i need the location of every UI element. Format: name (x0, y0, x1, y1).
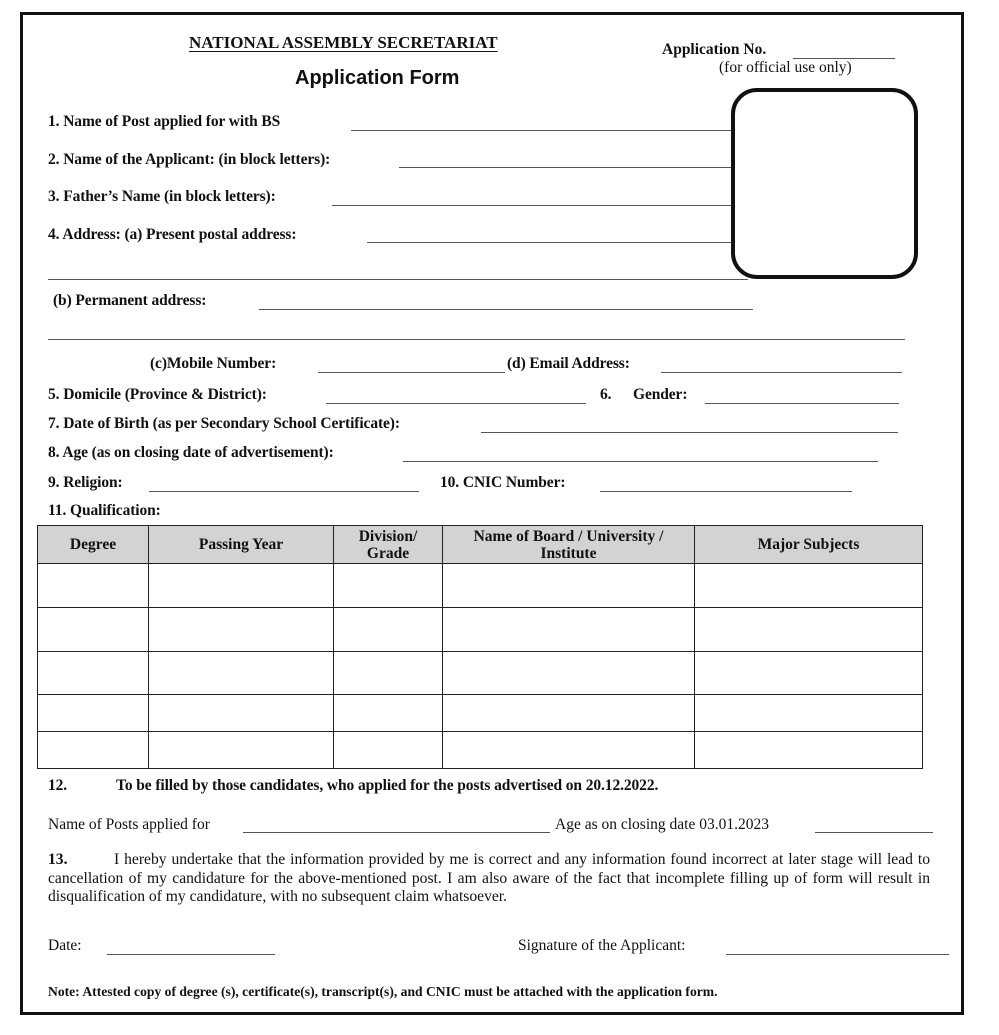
official-use-note: (for official use only) (719, 59, 852, 76)
table-row (38, 732, 923, 769)
gender-field[interactable] (705, 403, 899, 404)
permanent-address-label: (b) Permanent address: (53, 292, 207, 309)
declaration-text: I hereby undertake that the information provided by me is correct and any information found incorrect at later stage will lead to cancellation of my candidature for the above-mentioned post. I am also aware of the fact that incomplete filling up of form will result in disqualification of my candidature, with no subsequent claim whatsoever. (48, 851, 930, 905)
mobile-field[interactable] (318, 372, 505, 373)
header-passing-year: Passing Year (149, 526, 334, 564)
applicant-name-label: 2. Name of the Applicant: (in block letters): (48, 151, 331, 168)
form-title: Application Form (295, 67, 460, 89)
table-cell[interactable] (695, 732, 923, 769)
table-cell[interactable] (334, 732, 443, 769)
religion-field[interactable] (149, 491, 419, 492)
table-header-row (38, 526, 923, 564)
table-cell[interactable] (38, 732, 149, 769)
present-address-field-line2[interactable] (48, 279, 748, 280)
email-label: (d) Email Address: (507, 355, 630, 372)
post-field[interactable] (351, 130, 731, 131)
signature-field[interactable] (726, 954, 949, 955)
table-cell[interactable] (443, 652, 695, 695)
attachment-note: Note: Attested copy of degree (s), certificate(s), transcript(s), and CNIC must be attached with the application form. (48, 984, 718, 999)
domicile-field[interactable] (326, 403, 586, 404)
application-no-label: Application No. (662, 41, 767, 58)
table-cell[interactable] (334, 652, 443, 695)
permanent-address-field-line2[interactable] (48, 339, 905, 340)
date-field[interactable] (107, 954, 275, 955)
table-row (38, 652, 923, 695)
section13-number: 13. (48, 851, 68, 868)
section12-heading: To be filled by those candidates, who applied for the posts advertised on 20.12.2022. (116, 777, 659, 794)
section12-number: 12. (48, 777, 68, 794)
qualification-label: 11. Qualification: (48, 502, 161, 519)
domicile-label: 5. Domicile (Province & District): (48, 386, 267, 403)
applicant-name-field[interactable] (399, 167, 731, 168)
header-degree: Degree (38, 526, 149, 564)
table-cell[interactable] (149, 695, 334, 732)
email-field[interactable] (661, 372, 902, 373)
photo-box (731, 88, 918, 279)
table-cell[interactable] (334, 564, 443, 608)
qualification-table (37, 525, 923, 769)
dob-field[interactable] (481, 432, 898, 433)
declaration (48, 851, 930, 907)
present-address-label: 4. Address: (a) Present postal address: (48, 226, 297, 243)
gender-label: Gender: (633, 386, 688, 403)
table-cell[interactable] (695, 608, 923, 652)
header-board-university: Name of Board / University / Institute (443, 526, 695, 564)
table-cell[interactable] (443, 732, 695, 769)
table-cell[interactable] (695, 652, 923, 695)
table-cell[interactable] (149, 652, 334, 695)
table-row (38, 564, 923, 608)
table-cell[interactable] (149, 608, 334, 652)
mobile-label: (c)Mobile Number: (150, 355, 277, 372)
table-row (38, 608, 923, 652)
table-cell[interactable] (38, 652, 149, 695)
religion-label: 9. Religion: (48, 474, 123, 491)
table-cell[interactable] (443, 564, 695, 608)
organization-title: NATIONAL ASSEMBLY SECRETARIAT (189, 33, 498, 52)
cnic-field[interactable] (600, 491, 852, 492)
closing-age-label: Age as on closing date 03.01.2023 (555, 816, 769, 833)
permanent-address-field[interactable] (259, 309, 753, 310)
table-cell[interactable] (695, 564, 923, 608)
table-cell[interactable] (149, 564, 334, 608)
table-cell[interactable] (38, 695, 149, 732)
posts-applied-field[interactable] (243, 832, 550, 833)
table-cell[interactable] (443, 608, 695, 652)
table-cell[interactable] (695, 695, 923, 732)
closing-age-field[interactable] (815, 832, 933, 833)
table-cell[interactable] (334, 608, 443, 652)
post-label: 1. Name of Post applied for with BS (48, 113, 281, 130)
date-label: Date: (48, 937, 82, 954)
table-cell[interactable] (334, 695, 443, 732)
father-name-label: 3. Father’s Name (in block letters): (48, 188, 276, 205)
cnic-label: 10. CNIC Number: (440, 474, 566, 491)
father-name-field[interactable] (332, 205, 731, 206)
table-cell[interactable] (443, 695, 695, 732)
table-cell[interactable] (38, 564, 149, 608)
dob-label: 7. Date of Birth (as per Secondary School Certificate): (48, 415, 400, 432)
table-cell[interactable] (38, 608, 149, 652)
age-label: 8. Age (as on closing date of advertisement): (48, 444, 334, 461)
signature-label: Signature of the Applicant: (518, 937, 686, 954)
table-cell[interactable] (149, 732, 334, 769)
age-field[interactable] (403, 461, 878, 462)
table-row (38, 695, 923, 732)
gender-number: 6. (600, 386, 612, 403)
header-major-subjects: Major Subjects (695, 526, 923, 564)
posts-applied-label: Name of Posts applied for (48, 816, 210, 833)
present-address-field[interactable] (367, 242, 731, 243)
header-division-grade: Division/ Grade (334, 526, 443, 564)
